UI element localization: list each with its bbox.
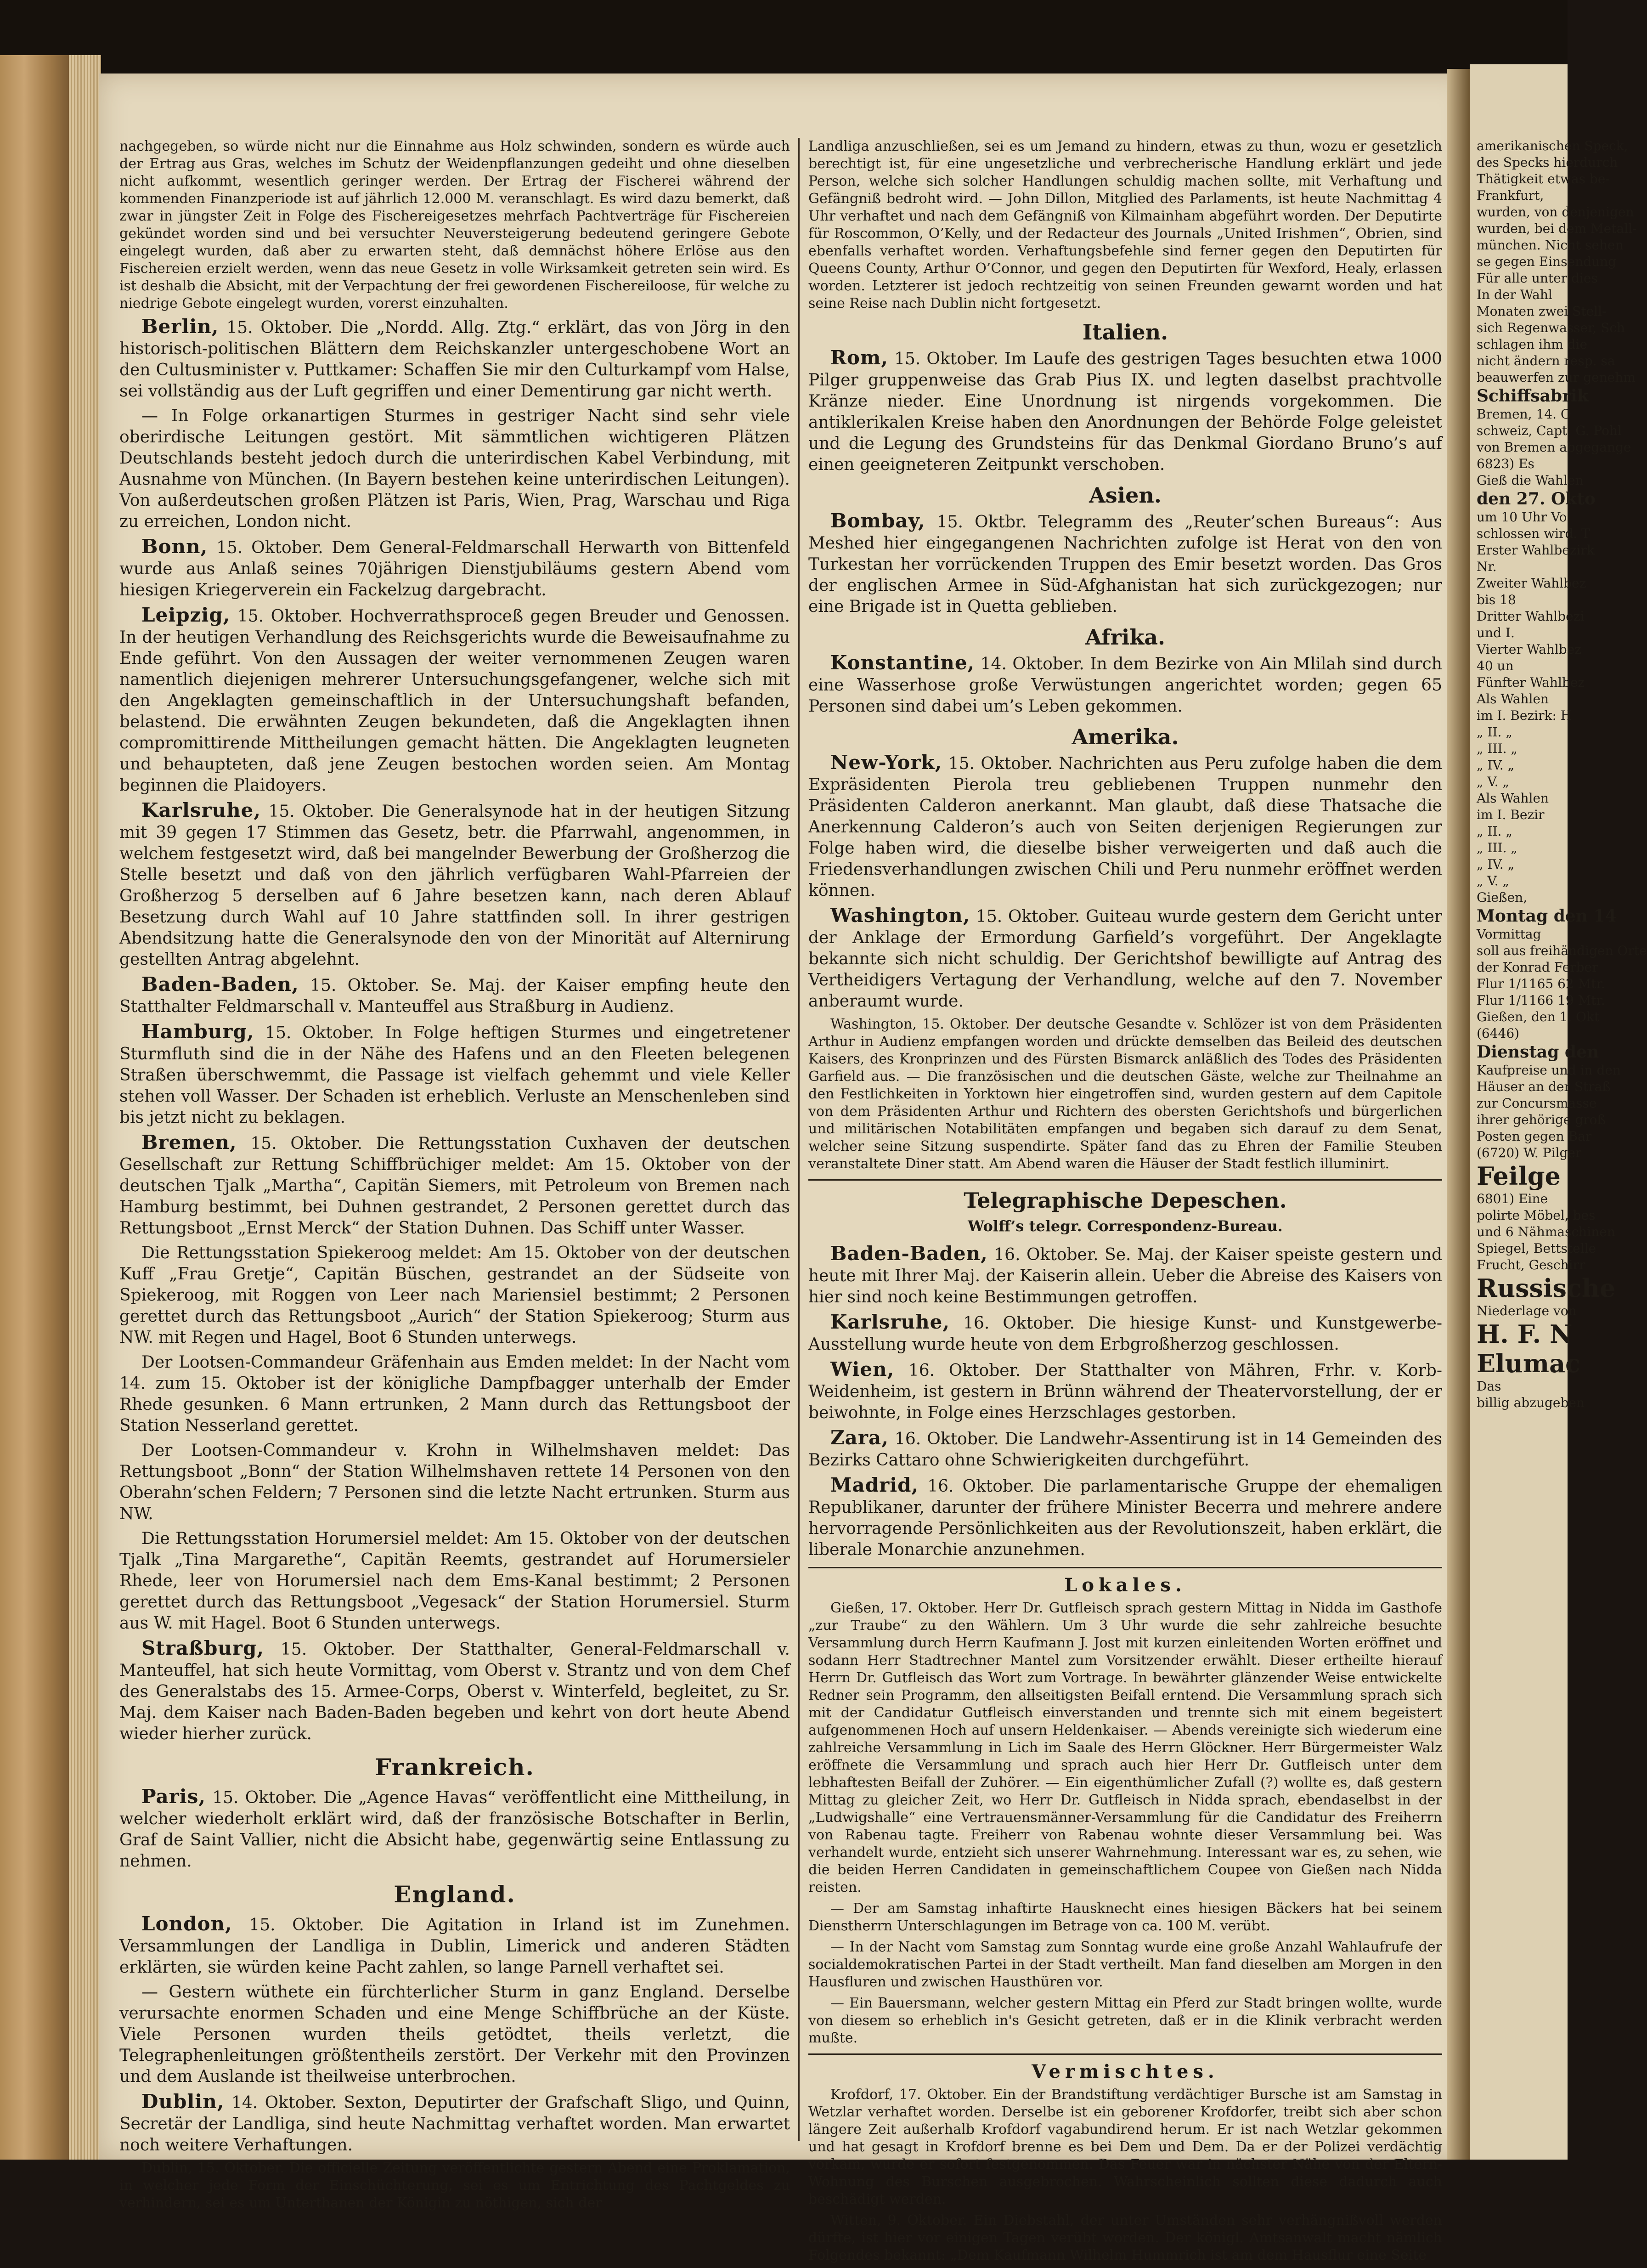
facing-page-line: schlagen ihm die: [1477, 337, 1588, 352]
section-heading-telegraphic: Telegraphische Depeschen.: [964, 1188, 1287, 1213]
rom-article: Rom, 15. Oktober. Im Laufe des gestrigen Tages besuchten etwa 1000 Pilger gruppenweise das Grab Pius IX. und legten daselbst prachtvolle Kränze nieder. Eine Unordnung ist nirgends vorgekommen. Die antiklerikalen Kreise haben den Anordnungen der Behörde Folge geleistet und die Legung des Grundsteins für das Denkmal Giordano Bruno’s auf einen geeigneteren Zeitpunkt verschoben.: [808, 346, 1442, 474]
hamburg-article: Hamburg, 15. Oktober. In Folge heftigen Sturmes und eingetretener Sturmfluth sind die in der Nähe des Hafens und an den Fleeten belegenen Straßen überschwemmt, die Passage ist vielfach gehemmt und viele Keller stehen voll Wasser. Der Schaden ist erheblich. Verluste an Menschenleben sind bis jetzt nicht zu beklagen.: [119, 1020, 790, 1127]
facing-page-line: Thätigkeit etwas be-: [1477, 171, 1610, 187]
facing-page-line: 40 un: [1477, 658, 1514, 673]
dateline: Bonn,: [141, 535, 208, 558]
paris-article: Paris, 15. Oktober. Die „Agence Havas“ veröffentlicht eine Mittheilung, in welcher wiederholt erklärt wird, daß der französische Botschafter in Berlin, Graf de Saint Vallier, nicht die Absicht habe, gegenwärtig seine Entlassung zu nehmen.: [119, 1785, 790, 1871]
baden-article: Baden-Baden, 15. Oktober. Se. Maj. der Kaiser empfing heute den Statthalter Feldmarschall v. Manteuffel aus Straßburg in Audienz.: [119, 973, 790, 1016]
bombay-article: Bombay, 15. Oktbr. Telegramm des „Reuter’schen Bureaus“: Aus Meshed hier eingegangenen Nachrichten zufolge ist Herat von den von Turkestan her vorrückenden Truppen des Emir besetzt worden. Das Gros der englischen Armee in Süd-Afghanistan hat sich zurückgezogen; nur eine Brigade ist in Quetta geblieben.: [808, 509, 1442, 616]
facing-page-line: Nr.: [1477, 559, 1497, 574]
facing-page-line: 6801) Eine: [1477, 1191, 1548, 1206]
facing-page-line: billig abzugeben: [1477, 1395, 1585, 1410]
facing-page-line: amerikanischen Speck,: [1477, 138, 1628, 153]
konstantine-article: Konstantine, 14. Oktober. In dem Bezirke von Ain Mlilah sind durch eine Wasserhose große Verwüstungen angerichtet worden; gegen 65 Personen sind dabei um’s Leben gekommen.: [808, 651, 1442, 716]
facing-page-line: In der Wahl: [1477, 287, 1552, 302]
facing-page-line: wurden, bei dem Metall-: [1477, 221, 1637, 236]
facing-page-line: „ IV. „: [1477, 857, 1515, 872]
dateline: Zara,: [830, 1426, 889, 1449]
facing-page-line: um 10 Uhr Vo: [1477, 509, 1567, 525]
left-column: [119, 138, 790, 2216]
dublin-continuation: Landliga anzuschließen, sei es um Jemand zu hindern, etwas zu thun, wozu er gesetzlich berechtigt ist, für eine ungesetzliche und verbrecherische Handlung erklärt und jede Person, welche sich solcher Handlungen schuldig machen sollte, mit Verhaftung und Gefängniß bedroht wird. — John Dillon, Mitglied des Parlaments, ist heute Nachmittag 4 Uhr verhaftet und nach dem Gefängniß von Kilmainham abgeführt worden. Der Deputirte für Roscommon, O’Kelly, und der Redacteur des Journals „United Irishmen“, Obrien, sind ebenfalls verhaftet worden. Verhaftungsbefehle sind ferner gegen den Deputirten für Queens County, Arthur O’Connor, und gegen den Deputirten für Wexford, Healy, erlassen worden. Letzterer ist jedoch rechtzeitig von seinen Freunden gewarnt worden und hat seine Reise nach Dublin nicht fortgesetzt.: [808, 138, 1442, 311]
facing-page-line: münchen. Nicht sehen: [1477, 238, 1624, 253]
dateline: Bremen,: [141, 1131, 237, 1154]
section-heading-vermischtes: Vermischtes.: [1032, 2061, 1219, 2082]
dateline: Hamburg,: [141, 1020, 254, 1043]
facing-page-line: von Bremen abgegange: [1477, 440, 1631, 455]
facing-page-line: Erster Wahlbezirk: [1477, 543, 1595, 558]
washington-article: Washington, 15. Oktober. Guiteau wurde gestern dem Gericht unter der Anklage der Ermordung Garfield’s vorgeführt. Der Angeklagte bekannte sich nicht schuldig. Der Gerichtshof bewilligte auf Antrag des Vertheidigers Vertagung der Verhandlung, welche auf den 7. November anberaumt wurde.: [808, 904, 1442, 1011]
leipzig-article: Leipzig, 15. Oktober. Hochverrathsproceß gegen Breuder und Genossen. In der heutigen Verhandlung des Reichsgerichts wurde die Beweisaufnahme zu Ende geführt. Von den Aussagen der weiter vernommenen Zeugen waren namentlich diejenigen mehrerer Untersuchungsgefangener, welche sich mit den Angeklagten gemeinschaftlich in der Untersuchungshaft befanden, belastend. Die erwähnten Zeugen bekundeten, daß die Angeklagten ihnen compromittirende Mittheilungen gemacht hätten. Die Angeklagten leugneten und behaupteten, daß jene Zeugen bestochen worden seien. Am Montag beginnen die Plaidoyers.: [119, 604, 790, 795]
facing-page-line: Montag den 14: [1477, 906, 1617, 926]
facing-page-line: ihrer gehörige groß: [1477, 1112, 1606, 1127]
lokales-giessen: Gießen, 17. Oktober. Herr Dr. Gutfleisch sprach gestern Mittag in Nidda im Gasthofe „zur Traube“ zu den Wählern. Um 3 Uhr wurde die sehr zahlreiche besuchte Versammlung durch Herrn Kaufmann J. Jost mit kurzen einleitenden Worten eröffnet und sodann Herr Stadtrechner Mantel zum Vorsitzender erwählt. Dieser ertheilte hierauf Herrn Dr. Gutfleisch das Wort zum Vortrage. In bewährter glänzender Weise entwickelte Redner sein Programm, den allseitigsten Beifall erntend. Die Versammlung sprach sich mit der Candidatur Gutfleisch einverstanden und trennte sich mit einem begeistert aufgenommenen Hoch auf unsern Heldenkaiser. — Abends vereinigte sich wiederum eine zahlreiche Versammlung in Lich im Saale des Herrn Glöckner. Herr Bürgermeister Walz eröffnete die Versammlung und sprach auch hier Herr Dr. Gutfleisch unter dem lebhaftesten Beifall der Zuhörer. — Ein eigenthümlicher Zufall (?) wollte es, daß gestern Mittag zu gleicher Zeit, wo Herr Dr. Gutfleisch in Nidda sprach, ebendaselbst in der „Ludwigshalle“ eine Vertrauensmänner-Versammlung für die Candidatur des Freiherrn von Rabenau tagte. Freiherr von Rabenau wohnte dieser Versammlung bei. Was verhandelt wurde, entzieht sich unserer Wahrnehmung. Interessant war es, zu sehen, wie die beiden Herren Candidaten in gemeinschaftlichem Coupee von Gießen nach Nidda reisten.: [808, 1600, 1442, 1895]
lokales-item-3: — In der Nacht vom Samstag zum Sonntag wurde eine große Anzahl Wahlaufrufe der socialdemokratischen Partei in der Stadt vertheilt. Man fand dieselben am Morgen in den Hausfluren und zwischen Hausthüren vor.: [808, 1939, 1442, 1990]
divider: [808, 1179, 1442, 1181]
telegram-karlsruhe: Karlsruhe, 16. Oktober. Die hiesige Kunst- und Kunstgewerbe-Ausstellung wurde heute von dem Erbgroßherzog geschlossen.: [808, 1311, 1442, 1354]
section-heading-lokales: Lokales.: [1064, 1574, 1186, 1596]
facing-page-line: Frankfurt,: [1477, 188, 1544, 203]
telegram-zara: Zara, 16. Oktober. Die Landwehr-Assentirung ist in 14 Gemeinden des Bezirks Cattaro ohne Schwierigkeiten durchgeführt.: [808, 1426, 1442, 1470]
section-heading-asien: Asien.: [1089, 483, 1162, 508]
facing-page-line: Fünfter Wahlbez: [1477, 675, 1585, 690]
bremen-article: Bremen, 15. Oktober. Die Rettungsstation Cuxhaven der deutschen Gesellschaft zur Rettung Schiffbrüchiger meldet: Am 15. Oktober von der deutschen Tjalk „Martha“, Capitän Siemers, mit Petroleum von Bremen nach Hamburg bestimmt, bei Duhnen gestrandet, 2 Personen gerettet durch das Rettungsboot „Ernst Merck“ der Station Duhnen. Das Schiff unter Wasser.: [119, 1131, 790, 1238]
facing-page-line: Häuser an der Straß: [1477, 1079, 1611, 1094]
facing-page-line: soll aus freihändigen Orte: [1477, 943, 1647, 958]
facing-page-line: „ V. „: [1477, 873, 1510, 888]
facing-page-line: Vormittag: [1477, 927, 1541, 942]
dateline: Bombay,: [830, 509, 925, 532]
dateline: Madrid,: [830, 1474, 919, 1496]
facing-page-line: Posten gegen Bar: [1477, 1129, 1592, 1144]
right-column: [808, 138, 1442, 2268]
dateline: Washington,: [830, 904, 970, 927]
facing-page-line: der Konrad Ferber: [1477, 960, 1598, 975]
fishery-paragraph: nachgegeben, so würde nicht nur die Einnahme aus Holz schwinden, sondern es würde auch der Ertrag aus Gras, welches im Schutz der Weidenpflanzungen gedeiht und ohne dieselben nicht aufkommt, wesentlich geringer werden. Der Ertrag der Fischerei während der kommenden Finanzperiode ist auf jährlich 12.000 M. veranschlagt. Es wird dazu bemerkt, daß zwar in jüngster Zeit in Folge des Fischereigesetzes mehrfach Pachtverträge für Fischereien gekündet worden sind und bei versuchter Neuversteigerung bedeutend geringere Gebote eingelegt wurden, daß aber zu erwarten steht, daß demnächst höhere Erlöse aus den Fischereien erzielt werden, wenn das neue Gesetz in volle Wirksamkeit getreten sein wird. Es ist deshalb die Absicht, mit der Verpachtung der frei gewordenen Fischereiloose, für welche zu niedrige Gebote eingelegt wurden, vorerst einzuhalten.: [119, 138, 790, 311]
facing-page-line: Dritter Wahlbezi: [1477, 609, 1585, 624]
section-heading-afrika: Afrika.: [1085, 625, 1166, 650]
facing-page-line: Feilge: [1477, 1161, 1561, 1191]
telegram-madrid: Madrid, 16. Oktober. Die parlamentarische Gruppe der ehemaligen Republikaner, darunter der frühere Minister Becerra und mehrere andere hervorragende Persönlichkeiten aus der Revolutionszeit, haben erklärt, die liberale Monarchie anzunehmen.: [808, 1474, 1442, 1559]
facing-page-line: Russische: [1477, 1273, 1616, 1303]
facing-page-line: wurden, von denjenigen: [1477, 204, 1634, 220]
dateline: Karlsruhe,: [141, 799, 261, 821]
karlsruhe-article: Karlsruhe, 15. Oktober. Die Generalsynode hat in der heutigen Sitzung mit 39 gegen 17 Stimmen das Gesetz, betr. die Pfarrwahl, angenommen, in welchem festgesetzt wird, daß bei mangelnder Bewerbung der Großherzog die Stelle besetzt und daß von den jährlich verfügbaren Wahl-Pfarreien der Großherzog 5 derselben auf 6 Jahre besetzen kann, nach deren Ablauf Besetzung durch Wahl auf 10 Jahre stattfinden soll. In ihrer gestrigen Abendsitzung hatte die Generalsynode den von der Minorität auf Alternirung gestellten Antrag abgelehnt.: [119, 799, 790, 969]
facing-page-line: (6720) W. Pilger: [1477, 1145, 1582, 1160]
bremen-article-3: Der Lootsen-Commandeur Gräfenhain aus Emden meldet: In der Nacht vom 14. zum 15. Oktober ist der königliche Dampfbagger unterhalb der Emder Rhede gesunken. 6 Mann ertrunken, 2 Mann durch das Rettungsboot der Station Nesserland gerettet.: [119, 1353, 790, 1435]
page-edges: [69, 55, 101, 2160]
dateline: Baden-Baden,: [830, 1242, 988, 1265]
berlin-article: Berlin, 15. Oktober. Die „Nordd. Allg. Ztg.“ erklärt, das von Jörg in den historisch-politischen Blättern dem Reichskanzler untergeschobene Wort an den Cultusminister v. Puttkamer: Schaffen Sie mir den Culturkampf vom Halse, sei vollständig aus der Luft gegriffen und einer Dementirung gar nicht werth.: [119, 315, 790, 401]
dublin-article-2: Dublin, 15. Oktober. Die officielle Zeitung veröffentlichte gestern Abend eine Proklamation, in welcher jede Form der Einschüchterung, sei es um Entrichtung des Pachtgeldes zu verhindern, sei es um Unterthanen der Königin zu nöthigen, sich der: [119, 2160, 790, 2211]
facing-page-line: im I. Bezir: [1477, 807, 1545, 822]
facing-page-line: se gegen Einsendung: [1477, 254, 1617, 269]
section-subheading: Wolff’s telegr. Correspondenz-Bureau.: [968, 1217, 1283, 1235]
facing-page-line: nicht ändern resp. sa: [1477, 353, 1615, 368]
vermischtes-krofdorf: Krofdorf, 17. Oktober. Ein der Brandstiftung verdächtiger Bursche ist am Samstag in Wetzlar verhaftet worden. Derselbe ist ein geborener Krofdorfer, treibt sich aber schon längere Zeit außerhalb Krofdorf vagabundirend herum. Er ist nach Wetzlar gekommen und hat gesagt in Krofdorf brenne es bei Dem und Dem. Da er der Polizei verdächtig vorkam, wurde er sofort festgenommen. Das Feuer war in nächster Nähe von der Eltern-Wohnung des Burschen ausgebrochen. Wahrscheinlich sollten diese dadurch auch beschädigt werden.: [808, 2087, 1442, 2207]
facing-page-line: „ III. „: [1477, 741, 1517, 756]
washington-article-2: Washington, 15. Oktober. Der deutsche Gesandte v. Schlözer ist von dem Präsidenten Arthur in Audienz empfangen worden und drückte demselben das Beileid des deutschen Kaisers, des Kronprinzen und des Fürsten Bismarck anläßlich des Todes des Präsidenten Garfield aus. — Die französischen und die deutschen Gäste, welche zur Theilnahme an den Festlichkeiten in Yorktown hier eingetroffen sind, wurden gestern auf dem Capitole von dem Präsidenten Arthur und Richtern des obersten Gerichtshofs und bürgerlichen und militärischen Notabilitäten empfangen und begaben sich darauf zu dem Senat, welcher seine Sitzung suspendirte. Später fand das zu Ehren der Familie Steuben veranstaltete Diner statt. Am Abend waren die Häuser der Stadt festlich illuminirt.: [808, 1016, 1442, 1172]
divider: [808, 1567, 1442, 1568]
section-heading-frankreich: Frankreich.: [375, 1753, 535, 1781]
facing-page-line: Gießen, den 1. Okt: [1477, 1009, 1600, 1024]
section-heading-italien: Italien.: [1082, 320, 1168, 345]
dateline: Dublin,: [141, 2090, 225, 2113]
facing-page-line: Frucht, Geschirr: [1477, 1257, 1585, 1273]
book-spine: [0, 55, 69, 2160]
facing-page-line: Spiegel, Bettstelle: [1477, 1241, 1596, 1256]
facing-page-line: des Specks hierdurch: [1477, 155, 1618, 170]
facing-page-line: Bremen, 14. O: [1477, 407, 1571, 422]
facing-page-line: und 6 Nähmaschinen: [1477, 1224, 1615, 1239]
facing-page-line: Vierter Wahlbez: [1477, 642, 1582, 657]
facing-page-line: beauwerfen zur genehm: [1477, 370, 1636, 385]
facing-page-line: (6446): [1477, 1026, 1520, 1041]
dateline: Konstantine,: [830, 651, 975, 674]
facing-page-line: schlossen wird. T: [1477, 526, 1590, 541]
page-gutter: [1447, 69, 1470, 2160]
dateline: New-York,: [830, 751, 942, 774]
facing-page-line: schweiz, Capt. G. Pohl: [1477, 423, 1622, 438]
facing-page-line: Elumac: [1477, 1349, 1580, 1378]
divider: [808, 2053, 1442, 2055]
facing-page-line: Flur 1/1166 19 Mtr.: [1477, 993, 1605, 1008]
dateline: Rom,: [830, 346, 888, 369]
facing-page-line: Als Wahlen: [1477, 791, 1549, 806]
column-divider: [798, 138, 800, 2141]
berlin-article-2: — In Folge orkanartigen Sturmes in gestriger Nacht sind sehr viele oberirdische Leitungen gestört. Mit sämmtlichen wichtigeren Plätzen Deutschlands besteht jedoch durch die unterirdischen Kabel Verbindung, mit Ausnahme von München. (In Bayern bestehen keine unterirdischen Leitungen). Von außerdeutschen großen Plätzen ist Paris, Wien, Prag, Warschau und Riga zu erreichen, London nicht.: [119, 407, 790, 531]
facing-page-line: Das: [1477, 1379, 1501, 1394]
dateline: Berlin,: [141, 315, 219, 338]
facing-page-line: den 27. Okto: [1477, 489, 1596, 509]
section-heading-amerika: Amerika.: [1072, 724, 1179, 749]
telegram-wien: Wien, 16. Oktober. Der Statthalter von Mähren, Frhr. v. Korb-Weidenheim, ist gestern in Brünn während der Theatervorstellung, der er beiwohnte, in Folge eines Herzschlages gestorben.: [808, 1358, 1442, 1422]
dateline: London,: [141, 1912, 232, 1935]
dateline: Straßburg,: [141, 1637, 265, 1659]
facing-page-line: „ II. „: [1477, 824, 1512, 839]
dateline: Paris,: [141, 1785, 206, 1808]
facing-page-line: H. F. N: [1477, 1319, 1573, 1349]
facing-page-line: „ V. „: [1477, 774, 1510, 789]
facing-page-line: Als Wahlen: [1477, 691, 1549, 707]
dateline: Wien,: [830, 1358, 895, 1380]
bremen-article-4: Der Lootsen-Commandeur v. Krohn in Wilhelmshaven meldet: Das Rettungsboot „Bonn“ der Station Wilhelmshaven rettete 14 Personen von den Oberahn’schen Feldern; 7 Personen sind die letzte Nacht ertrunken. Sturm aus NW.: [119, 1441, 790, 1523]
dateline: Karlsruhe,: [830, 1311, 950, 1333]
facing-page-line: Kaufpreise und in den: [1477, 1063, 1621, 1078]
london-article: London, 15. Oktober. Die Agitation in Irland ist im Zunehmen. Versammlungen der Landliga in Dublin, Limerick und anderen Städten erklärten, sie würden keine Pacht zahlen, so lange Parnell verhaftet sei.: [119, 1912, 790, 1977]
facing-page-line: Dienstag den: [1477, 1042, 1599, 1062]
dateline: Baden-Baden,: [141, 973, 299, 995]
bremen-article-2: Die Rettungsstation Spiekeroog meldet: Am 15. Oktober von der deutschen Kuff „Frau Gretje“, Capitän Büschen, gestrandet an der Südseite von Spiekeroog, mit Roggen von Leer nach Mariensiel bestimmt; 2 Personen gerettet durch das Rettungsboot „Aurich“ der Station Spiekeroog; Sturm aus NW. mit Regen und Hagel, Boot 6 Stunden unterwegs.: [119, 1244, 790, 1347]
dateline: Leipzig,: [141, 604, 231, 626]
facing-page-line: sich Regenwasser, Sch: [1477, 320, 1625, 335]
facing-page-line: Monaten zwei Stell-: [1477, 304, 1607, 319]
facing-page-line: Niederlage von: [1477, 1303, 1577, 1318]
facing-page-line: zur Concursmasse: [1477, 1096, 1597, 1111]
facing-page-line: 6823) Es: [1477, 456, 1534, 471]
lokales-item-4: — Ein Bauersmann, welcher gestern Mittag ein Pferd zur Stadt bringen wollte, wurde von diesem so erheblich in's Gesicht getreten, daß er in die Klinik verbracht werden mußte.: [808, 1995, 1442, 2046]
facing-page-line: und I.: [1477, 625, 1515, 640]
facing-page-line: Für alle unter dies: [1477, 271, 1598, 286]
facing-page-line: Flur 1/1165 62 Mtr.: [1477, 976, 1605, 991]
facing-page-line: „ IV. „: [1477, 758, 1515, 773]
london-article-2: — Gestern wüthete ein fürchterlicher Sturm in ganz England. Derselbe verursachte enormen Schaden und eine Menge Schiffbrüche an der Küste. Viele Personen wurden theils getödtet, theils verletzt, die Telegraphenleitungen größtentheils zerstört. Der Verkehr mit den Provinzen und dem Auslande ist theilweise unterbrochen.: [119, 1983, 790, 2086]
section-heading-england: England.: [394, 1881, 516, 1908]
strassburg-article: Straßburg, 15. Oktober. Der Statthalter, General-Feldmarschall v. Manteuffel, hat sich heute Vormittag, vom Oberst v. Strantz und von dem Chef des Generalstabs des 15. Armee-Corps, Oberst v. Winterfeld, begleitet, zu Sr. Maj. dem Kaiser nach Baden-Baden begeben und kehrt von dort heute Abend wieder hierher zurück.: [119, 1637, 790, 1743]
facing-page-line: Gießen,: [1477, 890, 1528, 905]
facing-page-snippets: [1477, 138, 1647, 1411]
facing-page-line: Schiffsabrik: [1477, 386, 1589, 406]
facing-page-line: bis 18: [1477, 592, 1516, 607]
facing-page-line: im I. Bezirk: H: [1477, 708, 1572, 723]
newyork-article: New-York, 15. Oktober. Nachrichten aus Peru zufolge haben die dem Expräsidenten Pierola treu gebliebenen Truppen nunmehr den Präsidenten Calderon anerkannt. Man glaubt, daß diese Thatsache die Anerkennung Calderon’s auch von Seiten derjenigen Regierungen zur Folge haben wird, die dieselbe bisher verweigerten und daß auch die Friedensverhandlungen zwischen Chili und Peru nunmehr eröffnet werden können.: [808, 751, 1442, 900]
facing-page-line: „ II. „: [1477, 724, 1512, 740]
facing-page-line: Gieß die Wahlen: [1477, 473, 1584, 488]
lokales-item-2: — Der am Samstag inhaftirte Hausknecht eines hiesigen Bäckers hat bei seinem Dienstherrn Unterschlagungen im Betrage von ca. 100 M. verübt.: [808, 1900, 1442, 1934]
bonn-article: Bonn, 15. Oktober. Dem General-Feldmarschall Herwarth von Bittenfeld wurde aus Anlaß seines 70jährigen Dienstjubiläums gestern Abend vom hiesigen Kriegerverein ein Fackelzug dargebracht.: [119, 535, 790, 600]
telegram-baden: Baden-Baden, 16. Oktober. Se. Maj. der Kaiser speiste gestern und heute mit Ihrer Maj. der Kaiserin allein. Ueber die Abreise des Kaisers von hier sind noch keine Bestimmungen getroffen.: [808, 1242, 1442, 1307]
facing-page-line: polirte Möbel, bes: [1477, 1208, 1596, 1223]
facing-page-line: „ III. „: [1477, 840, 1517, 855]
facing-page-line: Zweiter Wahlbez: [1477, 576, 1586, 591]
vermischtes-witten: Witten, 9. Oktober. Ein Diebstahl, der unter Umständen sehr verhängnißvoll werden dürfte, ist hier vor einigen Tagen verübt worden. Der königl. Amtsanwalt macht nämlich Folgendes bekannt: „Dem Kaufmann Wilhelm Hummrich ist am dem Hausflur eine Seite: [808, 2212, 1442, 2263]
bremen-article-5: Die Rettungsstation Horumersiel meldet: Am 15. Oktober von der deutschen Tjalk „Tina Margarethe“, Capitän Reemts, gestrandet auf Horumersieler Rhede, leer von Horumersiel nach dem Ems-Kanal bestimmt; 2 Personen gerettet durch das Rettungsboot „Vegesack“ der Station Horumersiel. Sturm aus W. mit Hagel. Boot 6 Stunden unterwegs.: [119, 1529, 790, 1633]
dublin-article: Dublin, 14. Oktober. Sexton, Deputirter der Grafschaft Sligo, und Quinn, Secretär der Landliga, sind heute Nachmittag verhaftet worden. Man erwartet noch weitere Verhaftungen.: [119, 2090, 790, 2155]
